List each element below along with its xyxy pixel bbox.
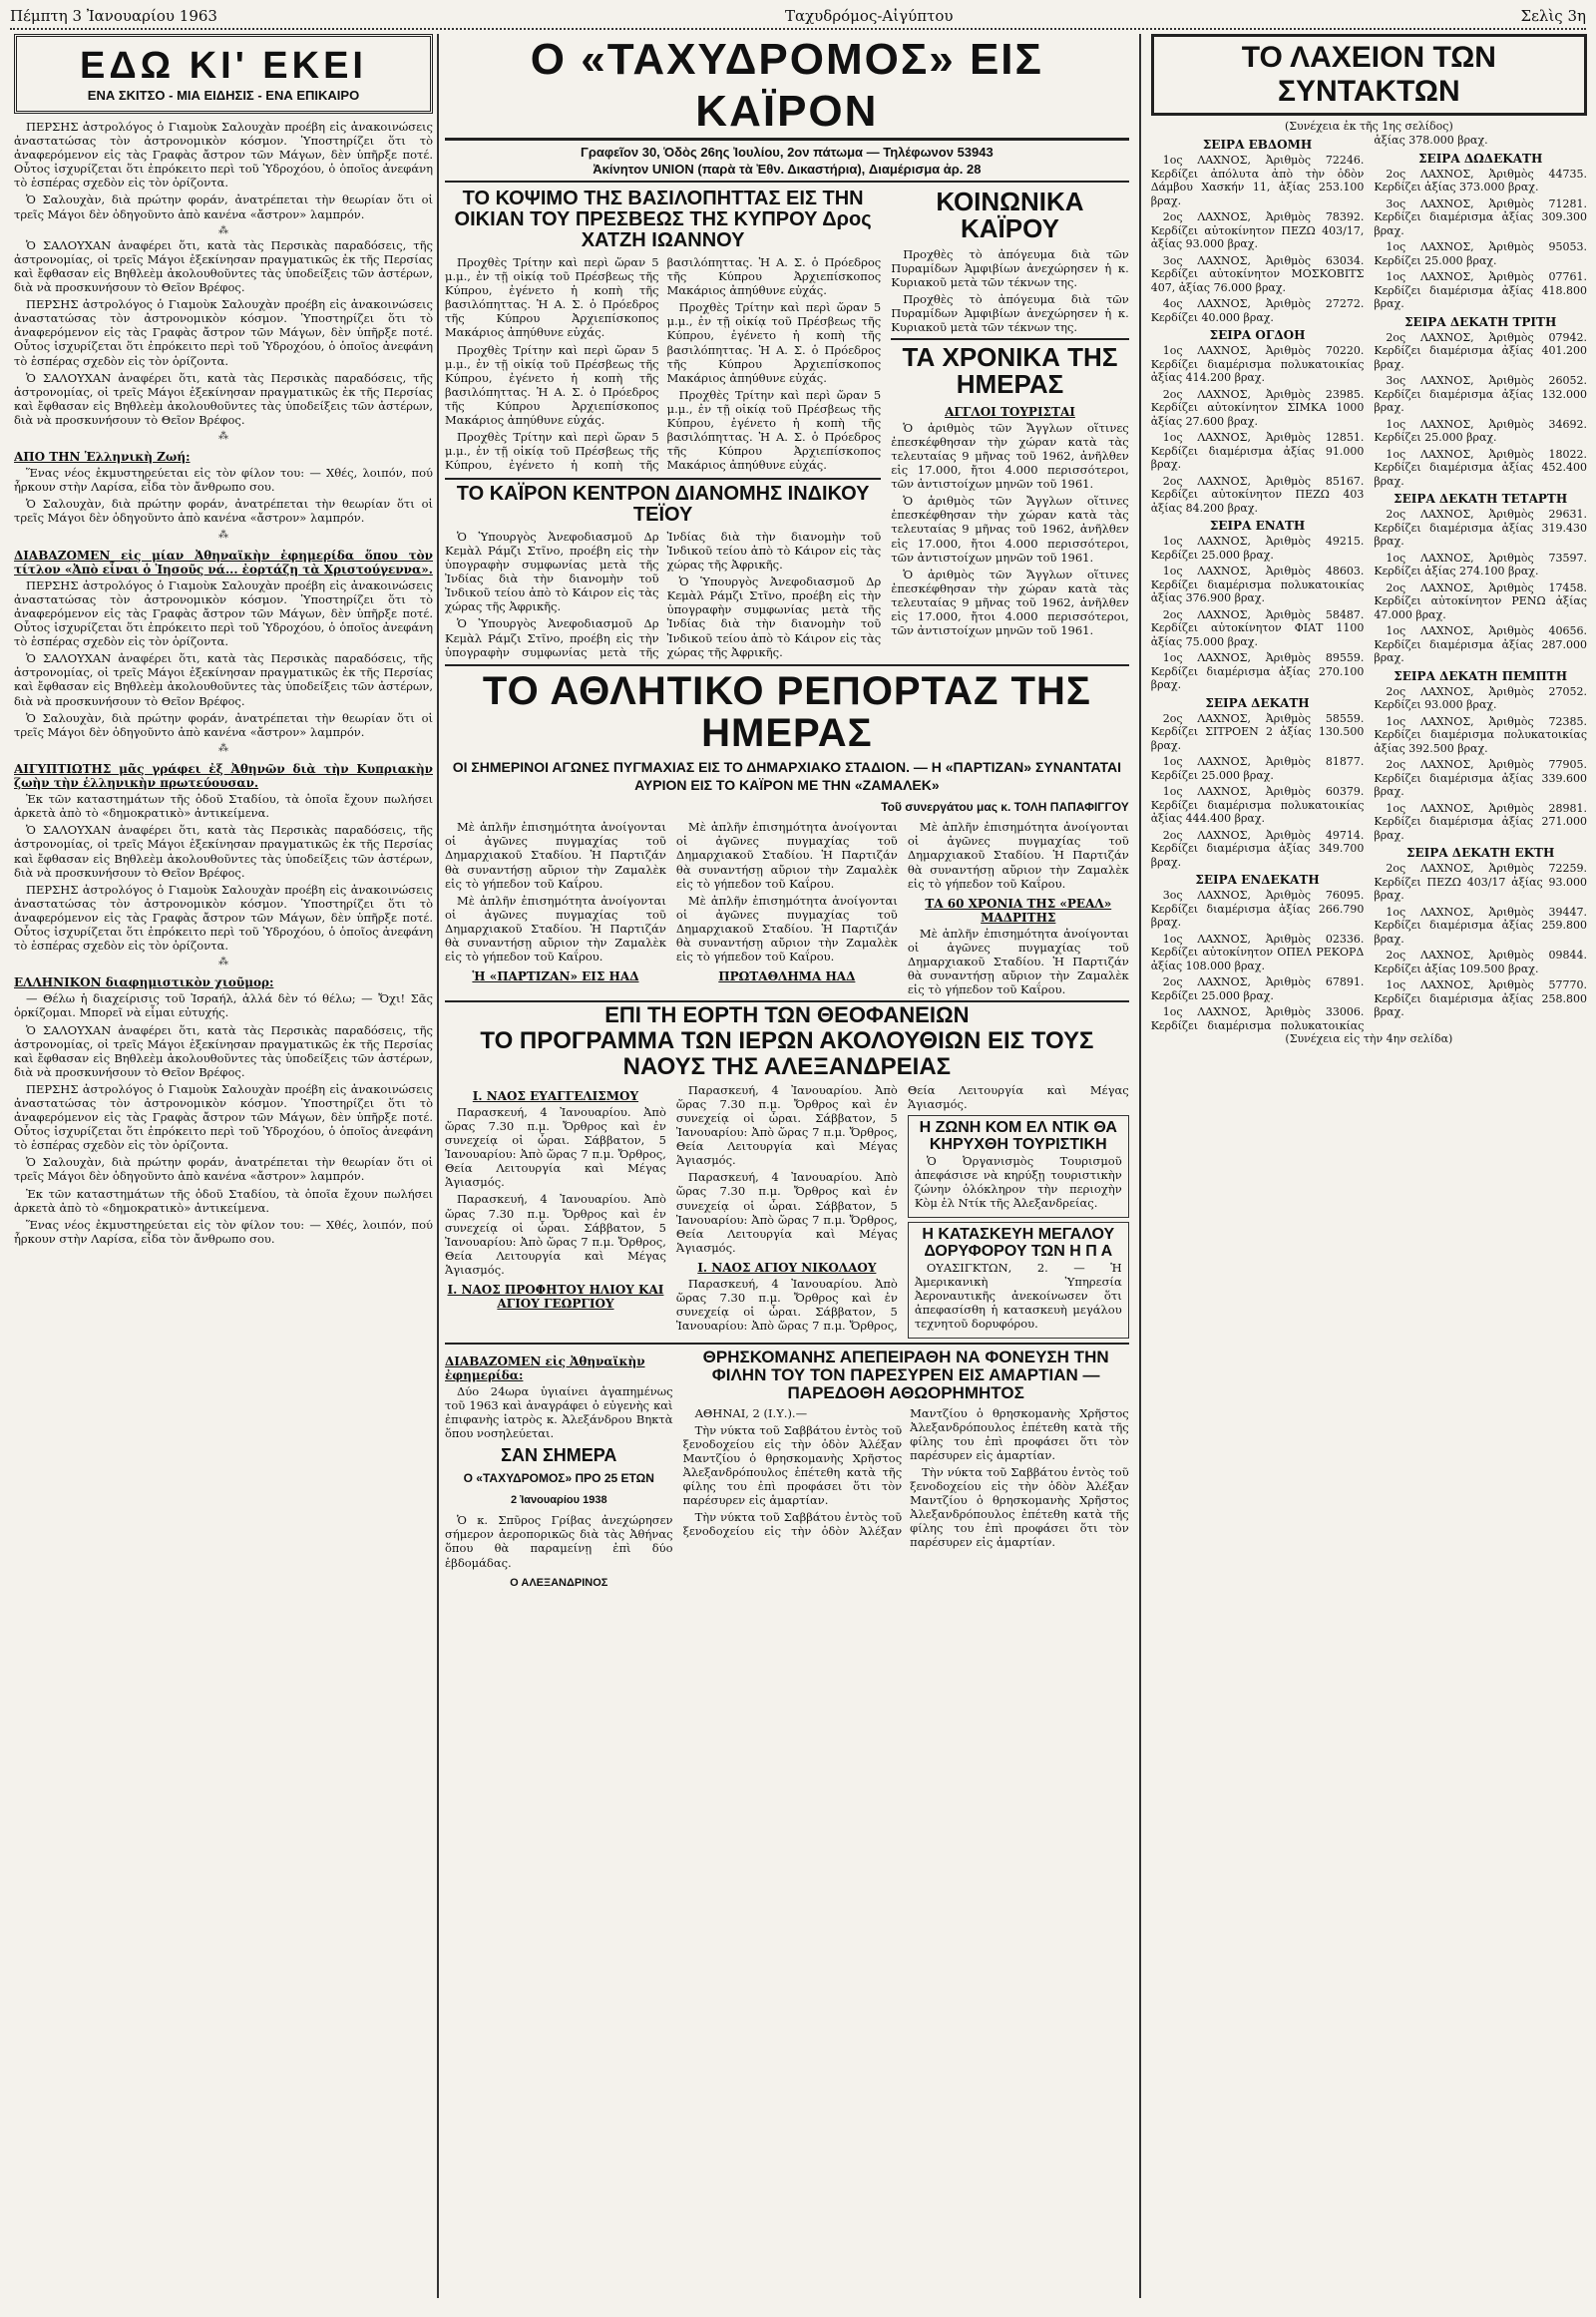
article-paragraph: Προχθὲς τὸ ἀπόγευμα διὰ τῶν Πυραμίδων Ἀμφιβίων ἀνεχώρησεν ἡ κ. Κυριακοῦ μετὰ τῶν τέκνων της. (891, 291, 1129, 335)
lottery-entry: 3ος ΛΑΧΝΟΣ, Ἀριθμὸς 63034. Κερδίζει αὐτοκίνητον ΜΟΣΚΟΒΙΤΣ 407, ἀξίας 76.000 βραχ. (1150, 253, 1365, 294)
theofania-kicker: ΕΠΙ ΤΗ ΕΟΡΤΗ ΤΩΝ ΘΕΟΦΑΝΕΙΩΝ (604, 1002, 970, 1028)
sidebar-header-box (14, 34, 433, 114)
separator-ornament: ⁂ (218, 529, 228, 541)
san-simera-sub: Ο «ΤΑΧΥΔΡΟΜΟΣ» ΠΡΟ 25 ΕΤΩΝ (463, 1471, 654, 1486)
article-paragraph: Παρασκευή, 4 Ἰανουαρίου. Ἀπὸ ὥρας 7.30 π.μ. Ὄρθρος καὶ ἐν συνεχείᾳ οἱ ὧραι. Σάββατον, 5 Ἰανουαρίου: Ἀπὸ ὥρας 7 π.μ. Ὄρθρος, Θεία Λειτουργία καὶ Μέγας Ἁγιασμός. (675, 1170, 898, 1255)
lottery-entry: 1ος ΛΑΧΝΟΣ, Ἀριθμὸς 72385. Κερδίζει διαμέρισμα πολυκατοικίας ἀξίας 392.500 βραχ. (1374, 714, 1587, 755)
san-simera-signature: Ο ΑΛΕΞΑΝΔΡΙΝΟΣ (510, 1576, 608, 1589)
masthead-building: Ἀκίνητον UNION (παρὰ τὰ Ἐθν. Δικαστήρια), Διαμέρισμα ἀρ. 28 (593, 162, 982, 177)
sport-body (445, 820, 1129, 996)
sidebar-paragraph: ΠΕΡΣΗΣ ἀστρολόγος ὁ Γιαμοὺκ Σαλουχὰν προέβη εἰς ἀνακοινώσεις ἀναστατώσας τὸν ἀστρονομικὸν κόσμον. Ὑποστηρίζει ὅτι τὸ ἀναφερόμενον εἰς τὰς Γραφὰς ἄστρον τῶν Μάγων, δὲν ὑπῆρξε ποτέ. Οὗτος ἰσχυρίζεται ὅτι ἐπρόκειτο περὶ τοῦ Ὑδροχόου, ὁ ὁποῖος ἀνεφάνη τὸ ἑσπέρας σχεδὸν εἰς τὸν ὁρίζοντα. (14, 1081, 433, 1153)
san-simera-title: ΣΑΝ ΣΗΜΕΡΑ (501, 1445, 617, 1466)
sidebar-column (14, 34, 433, 2298)
dorifor-article (908, 1222, 1129, 1339)
sidebar-paragraph: Ὁ Σαλουχὰν, διὰ πρώτην φοράν, ἀνατρέπεται τὴν θεωρίαν ὅτι οἱ τρεῖς Μάγοι δὲν ὁδηγοῦντο ἀπὸ κανένα «ἄστρον» λαμπρόν. (14, 497, 433, 526)
lottery-entry: 3ος ΛΑΧΝΟΣ, Ἀριθμὸς 26052. Κερδίζει διαμέρισμα ἀξίας 132.000 βραχ. (1374, 374, 1587, 415)
lottery-entry: 2ος ΛΑΧΝΟΣ, Ἀριθμὸς 78392. Κερδίζει αὐτοκίνητον ΠΕΖΩ 403/17, ἀξίας 93.000 βραχ. (1150, 210, 1365, 251)
lottery-entry: 2ος ΛΑΧΝΟΣ, Ἀριθμὸς 27052. Κερδίζει 93.000 βραχ. (1374, 684, 1587, 712)
sidebar-paragraph: Ὁ Σαλουχὰν, διὰ πρώτην φοράν, ἀνατρέπεται τὴν θεωρίαν ὅτι οἱ τρεῖς Μάγοι δὲν ὁδηγοῦντο ἀπὸ κανένα «ἄστρον» λαμπρόν. (14, 1155, 433, 1184)
article-paragraph: Ὁ ἀριθμὸς τῶν Ἄγγλων οἵτινες ἐπεσκέφθησαν τὴν χώραν κατὰ τὰς τελευταίας 9 μῆνας τοῦ 1962, ἀνῆλθεν εἰς 17.000, ἤτοι 4.000 περισσότεροι, τῶν ἀντιστοίχων μηνῶν τοῦ 1961. (891, 420, 1129, 492)
sidebar-paragraph: Ὁ ΣΑΛΟΥΧΑΝ ἀναφέρει ὅτι, κατὰ τὰς Περσικὰς παραδόσεις, τῆς ἀστρονομίας, οἱ τρεῖς Μάγοι ἐξεκίνησαν πραγματικῶς ἐκ τῆς Περσίας καὶ ἔφθασαν εἰς Βηθλεὲμ ἀκολουθοῦντες τὰς ὑποδείξεις τῶν ἀστέρων, διὰ νὰ προσκυνήσουν τὸ Θεῖον Βρέφος. (14, 237, 433, 295)
sidebar-subhead: ΔΙΑΒΑΖΟΜΕΝ εἰς μίαν Ἀθηναϊκὴν ἐφημερίδα ὅπου τὸν τίτλον «Ἀπὸ εἶναι ὁ Ἰησοῦς νά... ἐορτάζη τὰ Χριστούγεννα». (14, 548, 433, 577)
lottery-series-heading: ΣΕΙΡΑ ΟΓΔΟΗ (1209, 328, 1306, 343)
theofania-body (445, 1083, 1129, 1339)
lottery-entry: 1ος ΛΑΧΝΟΣ, Ἀριθμὸς 02336. Κερδίζει αὐτοκίνητον ΟΠΕΛ ΡΕΚΟΡΔ ἀξίας 108.000 βραχ. (1150, 932, 1365, 972)
lottery-entry: 3ος ΛΑΧΝΟΣ, Ἀριθμὸς 76095. Κερδίζει διαμέρισμα ἀξίας 266.790 βραχ. (1150, 889, 1365, 930)
article-paragraph: ΟΥΑΣΙΓΚΤΩΝ, 2. — Ἡ Ἀμερικανικὴ Ὑπηρεσία Ἀεροναυτικῆς ἀνεκοίνωσεν ὅτι ἀπεφασίσθη ἡ κατασκευὴ μεγάλου τεχνητοῦ δορυφόρου. (914, 1260, 1122, 1331)
article-paragraph: Παρασκευή, 4 Ἰανουαρίου. Ἀπὸ ὥρας 7.30 π.μ. Ὄρθρος καὶ ἐν συνεχείᾳ οἱ ὧραι. Σάββατον, 5 Ἰανουαρίου: Ἀπὸ ὥρας 7 π.μ. Ὄρθρος, Θεία Λειτουργία καὶ Μέγας Ἁγιασμός. (445, 1192, 666, 1277)
lottery-entry: 2ος ΛΑΧΝΟΣ, Ἀριθμὸς 72259. Κερδίζει ΠΕΖΩ 403/17 ἀξίας 93.000 βραχ. (1374, 862, 1587, 903)
sport-byline: Τοῦ συνεργάτου μας κ. ΤΟΛΗ ΠΑΠΑΦΙΓΓΟΥ (881, 800, 1129, 815)
lottery-series-heading: ΣΕΙΡΑ ΕΝΔΕΚΑΤΗ (1195, 873, 1320, 888)
column-rule (437, 34, 439, 2298)
thriskomanis-headline: ΘΡΗΣΚΟΜΑΝΗΣ ΑΠΕΠΕΙΡΑΘΗ ΝΑ ΦΟΝΕΥΣΗ ΤΗΝ ΦΙΛΗΝ ΤΟΥ ΤΟΝ ΠΑΡΕΣΥΡΕΝ ΕΙΣ ΑΜΑΡΤΙΑΝ — ΠΑΡΕΔΟΘΗ ΑΘΩΟΡΗΜΗΤΟΣ (702, 1347, 1109, 1402)
chronika-subhead: ΑΓΓΛΟΙ ΤΟΥΡΙΣΤΑΙ (945, 404, 1075, 419)
page-header (10, 4, 1586, 30)
article-paragraph: Μὲ ἀπλῆν ἐπισημότητα ἀνοίγονται οἱ ἀγῶνες πυγμαχίας τοῦ Δημαρχιακοῦ Σταδίου. Ἡ Παρτιζάν θὰ συναντήσῃ αὔριον τὴν Ζαμαλὲκ εἰς τὸ γήπεδον τοῦ Καΐρου. (907, 820, 1129, 891)
lottery-entry: 1ος ΛΑΧΝΟΣ, Ἀριθμὸς 57770. Κερδίζει διαμέρισμα ἀξίας 258.800 βραχ. (1374, 978, 1587, 1019)
sidebar-paragraph: ΠΕΡΣΗΣ ἀστρολόγος ὁ Γιαμοὺκ Σαλουχὰν προέβη εἰς ἀνακοινώσεις ἀναστατώσας τὸν ἀστρονομικὸν κόσμον. Ὑποστηρίζει ὅτι τὸ ἀναφερόμενον εἰς τὰς Γραφὰς ἄστρον τῶν Μάγων, δὲν ὑπῆρξε ποτέ. Οὗτος ἰσχυρίζεται ὅτι ἐπρόκειτο περὶ τοῦ Ὑδροχόου, ὁ ὁποῖος ἀνεφάνη τὸ ἑσπέρας σχεδὸν εἰς τὸν ὁρίζοντα. (14, 578, 433, 649)
masthead-address: Γραφεῖον 30, Ὁδὸς 26ης Ἰουλίου, 2ον πάτωμα — Τηλέφωνον 53943 (581, 145, 994, 160)
lottery-entry: 2ος ΛΑΧΝΟΣ, Ἀριθμὸς 77905. Κερδίζει διαμέρισμα ἀξίας 339.600 βραχ. (1374, 758, 1587, 799)
sidebar-paragraph: Ὁ ΣΑΛΟΥΧΑΝ ἀναφέρει ὅτι, κατὰ τὰς Περσικὰς παραδόσεις, τῆς ἀστρονομίας, οἱ τρεῖς Μάγοι ἐξεκίνησαν πραγματικῶς ἐκ τῆς Περσίας καὶ ἔφθασαν εἰς Βηθλεὲμ ἀκολουθοῦντες τὰς ὑποδείξεις τῶν ἀστέρων, διὰ νὰ προσκυνήσουν τὸ Θεῖον Βρέφος. (14, 651, 433, 708)
masthead-title: Ο «ΤΑΧΥΔΡΟΜΟΣ» ΕΙΣ ΚΑΪΡΟΝ (445, 34, 1129, 141)
sidebar-subhead: ΑΠΟ ΤΗΝ Ἑλληνικὴ Ζωή: (14, 450, 191, 465)
paper-name: Ταχυδρόμος-Αἰγύπτου (784, 7, 954, 25)
lottery-entry: 2ος ΛΑΧΝΟΣ, Ἀριθμὸς 44735. Κερδίζει ἀξίας 373.000 βραχ. (1374, 167, 1587, 194)
article-paragraph: Ὁ Ὑπουργὸς Ἀνεφοδιασμοῦ Δρ Κεμὰλ Ράμζι Στῖνο, προέβη εἰς τὴν ὑπογραφὴν συμφωνίας μετὰ τῆς Ἰνδίας διὰ τὴν διανομὴν τοῦ Ἰνδικοῦ τείου ἀπὸ τὸ Κάιρον εἰς τὰς χώρας τῆς Ἀφρικῆς. (445, 529, 882, 659)
sidebar-paragraph: Ὁ ΣΑΛΟΥΧΑΝ ἀναφέρει ὅτι, κατὰ τὰς Περσικὰς παραδόσεις, τῆς ἀστρονομίας, οἱ τρεῖς Μάγοι ἐξεκίνησαν πραγματικῶς ἐκ τῆς Περσίας καὶ ἔφθασαν εἰς Βηθλεὲμ ἀκολουθοῦντες τὰς ὑποδείξεις τῶν ἀστέρων, διὰ νὰ προσκυνήσουν τὸ Θεῖον Βρέφος. (14, 370, 433, 427)
sidebar-paragraph: Ὁ Σαλουχὰν, διὰ πρώτην φοράν, ἀνατρέπεται τὴν θεωρίαν ὅτι οἱ τρεῖς Μάγοι δὲν ὁδηγοῦντο ἀπὸ κανένα «ἄστρον» λαμπρόν. (14, 710, 433, 739)
article-paragraph: Παρασκευή, 4 Ἰανουαρίου. Ἀπὸ ὥρας 7.30 π.μ. Ὄρθρος καὶ ἐν συνεχείᾳ οἱ ὧραι. Σάββατον, 5 Ἰανουαρίου: Ἀπὸ ὥρας 7 π.μ. Ὄρθρος, Θεία Λειτουργία καὶ Μέγας Ἁγιασμός. (675, 1082, 898, 1168)
masthead-info (445, 141, 1129, 183)
zoni-headline: Η ΖΩΝΗ ΚΟΜ ΕΛ ΝΤΙΚ ΘΑ ΚΗΡΥΧΘΗ ΤΟΥΡΙΣΤΙΚΗ (919, 1118, 1117, 1153)
sidebar-subhead: ΑΙΓΥΠΤΙΩΤΗΣ μᾶς γράφει ἐξ Ἀθηνῶν διὰ τὴν Κυπριακὴν ζωὴν τὴν ἑλληνικὴν πρωτεύουσαν. (14, 761, 433, 791)
san-simera-box (445, 1349, 673, 1596)
lottery-entry: 1ος ΛΑΧΝΟΣ, Ἀριθμὸς 89559. Κερδίζει διαμέρισμα ἀξίας 270.100 βραχ. (1150, 651, 1365, 692)
sidebar-subhead: ΕΛΛΗΝΙΚΟΝ διαφημιστικὸν χιοῦμορ: (14, 975, 274, 990)
sidebar-paragraph: Ὁ ΣΑΛΟΥΧΑΝ ἀναφέρει ὅτι, κατὰ τὰς Περσικὰς παραδόσεις, τῆς ἀστρονομίας, οἱ τρεῖς Μάγοι ἐξεκίνησαν πραγματικῶς ἐκ τῆς Περσίας καὶ ἔφθασαν εἰς Βηθλεὲμ ἀκολουθοῦντες τὰς ὑποδείξεις τῶν ἀστέρων, διὰ νὰ προσκυνήσουν τὸ Θεῖον Βρέφος. (14, 1022, 433, 1079)
article-paragraph: Μὲ ἀπλῆν ἐπισημότητα ἀνοίγονται οἱ ἀγῶνες πυγμαχίας τοῦ Δημαρχιακοῦ Σταδίου. Ἡ Παρτιζάν θὰ συναντήσῃ αὔριον τὴν Ζαμαλὲκ εἰς τὸ γήπεδον τοῦ Καΐρου. (675, 893, 898, 965)
sidebar-paragraph: Ὁ Σαλουχὰν, διὰ πρώτην φοράν, ἀνατρέπεται τὴν θεωρίαν ὅτι οἱ τρεῖς Μάγοι δὲν ὁδηγοῦντο ἀπὸ κανένα «ἄστρον» λαμπρόν. (14, 193, 433, 221)
lottery-entry: 1ος ΛΑΧΝΟΣ, Ἀριθμὸς 12851. Κερδίζει διαμέρισμα ἀξίας 91.000 βραχ. (1150, 431, 1365, 472)
lottery-entry: 1ος ΛΑΧΝΟΣ, Ἀριθμὸς 28981. Κερδίζει διαμέρισμα ἀξίας 271.000 βραχ. (1374, 801, 1587, 842)
lottery-entry: 2ος ΛΑΧΝΟΣ, Ἀριθμὸς 85167. Κερδίζει αὐτοκίνητον ΠΕΖΩ 403 ἀξίας 84.200 βραχ. (1150, 474, 1365, 515)
lottery-entry: 1ος ΛΑΧΝΟΣ, Ἀριθμὸς 70220. Κερδίζει διαμέρισμα πολυκατοικίας ἀξίας 414.200 βραχ. (1150, 344, 1365, 385)
center-block (445, 34, 1129, 2298)
church-name: Ι. ΝΑΟΣ ΠΡΟΦΗΤΟΥ ΗΛΙΟΥ ΚΑΙ ΑΓΙΟΥ ΓΕΩΡΓΙΟΥ (447, 1282, 664, 1312)
lottery-series-heading: ΣΕΙΡΑ ΔΕΚΑΤΗ ΠΕΜΠΤΗ (1394, 668, 1568, 683)
article-paragraph: Ὁ Ὑπουργὸς Ἀνεφοδιασμοῦ Δρ Κεμὰλ Ράμζι Στῖνο, προέβη εἰς τὴν ὑπογραφὴν συμφωνίας μετὰ τῆς Ἰνδίας διὰ τὴν διανομὴν τοῦ Ἰνδικοῦ τείου ἀπὸ τὸ Κάιρον εἰς τὰς χώρας τῆς Ἀφρικῆς. (445, 529, 659, 614)
san-simera-date: 2 Ἰανουαρίου 1938 (510, 1494, 607, 1507)
lottery-entry: 1ος ΛΑΧΝΟΣ, Ἀριθμὸς 81877. Κερδίζει 25.000 βραχ. (1150, 755, 1365, 782)
sport-subhead: ΤΑ 60 ΧΡΟΝΙΑ ΤΗΣ «ΡΕΑΛ» ΜΑΔΡΙΤΗΣ (925, 896, 1112, 925)
lottery-entry: 1ος ΛΑΧΝΟΣ, Ἀριθμὸς 18022. Κερδίζει διαμέρισμα ἀξίας 452.400 βραχ. (1374, 447, 1587, 488)
article-paragraph: Δύο 24ωρα ὑγιαίνει ἀγαπημένως τοῦ 1963 καὶ ἀναγράφει ὁ εὐγενὴς καὶ ἐπιφανὴς ἰατρὸς κ. Ἀλεξάνδρου Βηκτὰ ὅπου νοσηλεύεται. (445, 1383, 673, 1441)
sidebar-paragraph: Ἐκ τῶν καταστημάτων τῆς ὁδοῦ Σταδίου, τὰ ὁποῖα ἔχουν πωλήσει ἀρκετὰ ἀπὸ τὸ «δημοκρατικὸ» ἀντικείμενα. (14, 1186, 433, 1215)
article-paragraph: Μὲ ἀπλῆν ἐπισημότητα ἀνοίγονται οἱ ἀγῶνες πυγμαχίας τοῦ Δημαρχιακοῦ Σταδίου. Ἡ Παρτιζάν θὰ συναντήσῃ αὔριον τὴν Ζαμαλὲκ εἰς τὸ γήπεδον τοῦ Καΐρου. (907, 926, 1129, 997)
lottery-entry: 1ος ΛΑΧΝΟΣ, Ἀριθμὸς 39447. Κερδίζει διαμέρισμα ἀξίας 259.800 βραχ. (1374, 905, 1587, 946)
lottery-entry: 1ος ΛΑΧΝΟΣ, Ἀριθμὸς 60379. Κερδίζει διαμέρισμα πολυκατοικίας ἀξίας 444.400 βραχ. (1150, 785, 1365, 826)
lottery-entry: 2ος ΛΑΧΝΟΣ, Ἀριθμὸς 29631. Κερδίζει διαμέρισμα ἀξίας 319.430 βραχ. (1374, 508, 1587, 549)
sport-headline: ΤΟ ΑΘΛΗΤΙΚΟ ΡΕΠΟΡΤΑΖ ΤΗΣ ΗΜΕΡΑΣ (482, 669, 1091, 756)
lottery-entry: 1ος ΛΑΧΝΟΣ, Ἀριθμὸς 48603. Κερδίζει διαμέρισμα πολυκατοικίας ἀξίας 376.900 βραχ. (1150, 565, 1365, 605)
lottery-series-heading: ΣΕΙΡΑ ΕΒΔΟΜΗ (1202, 138, 1313, 153)
theofania-headline: ΤΟ ΠΡΟΓΡΑΜΜΑ ΤΩΝ ΙΕΡΩΝ ΑΚΟΛΟΥΘΙΩΝ ΕΙΣ ΤΟΥΣ ΝΑΟΥΣ ΤΗΣ ΑΛΕΞΑΝΔΡΕΙΑΣ (480, 1027, 1094, 1080)
article-paragraph: Ὁ ἀριθμὸς τῶν Ἄγγλων οἵτινες ἐπεσκέφθησαν τὴν χώραν κατὰ τὰς τελευταίας 9 μῆνας τοῦ 1962, ἀνῆλθεν εἰς 17.000, ἤτοι 4.000 περισσότεροι, τῶν ἀντιστοίχων μηνῶν τοῦ 1961. (891, 494, 1129, 565)
lottery-entry: 4ος ΛΑΧΝΟΣ, Ἀριθμὸς 27272. Κερδίζει 40.000 βραχ. (1150, 297, 1365, 324)
lottery-entry: 1ος ΛΑΧΝΟΣ, Ἀριθμὸς 72246. Κερδίζει ἀπόλυτα ἀπὸ τὴν ὁδὸν Δάμβου Χασκήν 11, ἀξίας 253.100 βραχ. (1150, 154, 1365, 207)
sidebar-paragraph: ΠΕΡΣΗΣ ἀστρολόγος ὁ Γιαμοὺκ Σαλουχὰν προέβη εἰς ἀνακοινώσεις ἀναστατώσας τὸν ἀστρονομικὸν κόσμον. Ὑποστηρίζει ὅτι τὸ ἀναφερόμενον εἰς τὰς Γραφὰς ἄστρον τῶν Μάγων, δὲν ὑπῆρξε ποτέ. Οὗτος ἰσχυρίζεται ὅτι ἐπρόκειτο περὶ τοῦ Ὑδροχόου, ὁ ὁποῖος ἀνεφάνη τὸ ἑσπέρας σχεδὸν εἰς τὸν ὁρίζοντα. (14, 882, 433, 954)
lottery-entry: 1ος ΛΑΧΝΟΣ, Ἀριθμὸς 95053. Κερδίζει 25.000 βραχ. (1374, 240, 1587, 267)
sidebar-paragraph: ΠΕΡΣΗΣ ἀστρολόγος ὁ Γιαμοὺκ Σαλουχὰν προέβη εἰς ἀνακοινώσεις ἀναστατώσας τὸν ἀστρονομικὸν κόσμον. Ὑποστηρίζει ὅτι τὸ ἀναφερόμενον εἰς τὰς Γραφὰς ἄστρον τῶν Μάγων, δὲν ὑπῆρξε ποτέ. Οὗτος ἰσχυρίζεται ὅτι ἐπρόκειτο περὶ τοῦ Ὑδροχόου, ὁ ὁποῖος ἀνεφάνη τὸ ἑσπέρας σχεδὸν εἰς τὸν ὁρίζοντα. (14, 120, 433, 191)
sidebar-paragraph: Ἕνας νέος ἐκμυστηρεύεται εἰς τὸν φίλον του: — Χθές, λοιπόν, πού ἧρκουν στὴν Λαρίσα, εἶδα τὸν ἄνθρωπο σου. (14, 466, 433, 495)
basilopita-headline: ΤΟ ΚΟΨΙΜΟ ΤΗΣ ΒΑΣΙΛΟΠΗΤΤΑΣ ΕΙΣ ΤΗΝ ΟΙΚΙΑΝ ΤΟΥ ΠΡΕΣΒΕΩΣ ΤΗΣ ΚΥΠΡΟΥ Δρος ΧΑΤΖΗ ΙΩΑΝΝΟΥ (454, 188, 872, 251)
issue-date: Πέμπτη 3 Ἰανουαρίου 1963 (10, 7, 217, 25)
article-paragraph: Ὁ Ὀργανισμὸς Τουρισμοῦ ἀπεφάσισε νὰ κηρύξῃ τουριστικὴν ζώνην ὁλόκληρον τὴν περιοχὴν Κὸμ ἐλ Ντίκ τῆς Ἀλεξανδρείας. (914, 1153, 1122, 1210)
basilopita-article (445, 189, 881, 660)
lottery-entry: 3ος ΛΑΧΝΟΣ, Ἀριθμὸς 71281. Κερδίζει διαμέρισμα ἀξίας 309.300 βραχ. (1374, 196, 1587, 237)
lottery-series-heading: ΣΕΙΡΑ ΕΝΑΤΗ (1209, 519, 1306, 534)
sport-deck: ΟΙ ΣΗΜΕΡΙΝΟΙ ΑΓΩΝΕΣ ΠΥΓΜΑΧΙΑΣ ΕΙΣ ΤΟ ΔΗΜΑΡΧΙΑΚΟ ΣΤΑΔΙΟΝ. — Η «ΠΑΡΤΙΖΑΝ» ΣΥΝΑΝΤΑΤΑΙ ΑΥΡΙΟΝ ΕΙΣ ΤΟ ΚΑΪΡΟΝ ΜΕ ΤΗΝ «ΖΑΜΑΛΕΚ» (452, 759, 1122, 794)
lottery-series-heading: ΣΕΙΡΑ ΔΩΔΕΚΑΤΗ (1418, 151, 1543, 166)
chronika-headline: ΤΑ ΧΡΟΝΙΚΑ ΤΗΣ ΗΜΕΡΑΣ (902, 342, 1118, 400)
church-name: Ι. ΝΑΟΣ ΕΥΑΓΓΕΛΙΣΜΟΥ (472, 1088, 639, 1103)
lottery-entry: 1ος ΛΑΧΝΟΣ, Ἀριθμὸς 34692. Κερδίζει 25.000 βραχ. (1374, 417, 1587, 445)
church-name: Ι. ΝΑΟΣ ΑΓΙΟΥ ΝΙΚΟΛΑΟΥ (697, 1260, 877, 1275)
article-paragraph: Τὴν νύκτα τοῦ Σαββάτου ἐντὸς τοῦ ξενοδοχείου εἰς τὴν ὁδὸν Ἀλέξαν Μαντζίου ὁ θρησκομανὴς Χρῆστος Ἀλεξανδρόπουλος ἐπέτεθη κατὰ τῆς φίλης του ἐπὶ προφάσει ὅτι τὸν παρέσυρεν εἰς ἁμαρτίαν. (910, 1464, 1129, 1550)
lottery-entry: 1ος ΛΑΧΝΟΣ, Ἀριθμὸς 07761. Κερδίζει διαμέρισμα ἀξίας 418.800 βραχ. (1374, 270, 1587, 311)
lottery-entry: 2ος ΛΑΧΝΟΣ, Ἀριθμὸς 17458. Κερδίζει αὐτοκίνητον ΡΕΝΩ ἀξίας 47.000 βραχ. (1374, 580, 1587, 621)
lottery-continued: (Συνέχεια ἐκ τῆς 1ης σελίδος) (1284, 120, 1453, 133)
article-paragraph: Μὲ ἀπλῆν ἐπισημότητα ἀνοίγονται οἱ ἀγῶνες πυγμαχίας τοῦ Δημαρχιακοῦ Σταδίου. Ἡ Παρτιζάν θὰ συναντήσῃ αὔριον τὴν Ζαμαλὲκ εἰς τὸ γήπεδον τοῦ Καΐρου. (445, 893, 666, 965)
lottery-series-heading: ΣΕΙΡΑ ΔΕΚΑΤΗ ΤΡΙΤΗ (1404, 314, 1557, 329)
sport-subhead: ΠΡΩΤΑΘΛΗΜΑ ΗΑΔ (718, 969, 856, 984)
sidebar-paragraph: — Θέλω ἡ διαχείρισις τοῦ Ἰσραήλ, ἀλλά δὲν τό θέλω; — Ὄχι! Σᾶς ὁρκίζομαι. Μπορεῖ νὰ εἶμαι εὐτυχής. (14, 991, 433, 1020)
article-paragraph: Τὴν νύκτα τοῦ Σαββάτου ἐντὸς τοῦ ξενοδοχείου εἰς τὴν ὁδὸν Ἀλέξαν Μαντζίου ὁ θρησκομανὴς Χρῆστος Ἀλεξανδρόπουλος ἐπέτεθη κατὰ τῆς φίλης του ἐπὶ προφάσει ὅτι τὸν παρέσυρεν εἰς ἁμαρτίαν. (682, 1405, 1129, 1539)
article-paragraph: Ὁ Ὑπουργὸς Ἀνεφοδιασμοῦ Δρ Κεμὰλ Ράμζι Στῖνο, προέβη εἰς τὴν ὑπογραφὴν συμφωνίας μετὰ τῆς Ἰνδίας διὰ τὴν διανομὴν τοῦ Ἰνδικοῦ τείου ἀπὸ τὸ Κάιρον εἰς τὰς χώρας τῆς Ἀφρικῆς. (666, 575, 882, 659)
article-paragraph: Προχθὲς τὸ ἀπόγευμα διὰ τῶν Πυραμίδων Ἀμφιβίων ἀνεχώρησεν ἡ κ. Κυριακοῦ μετὰ τῶν τέκνων της. (891, 246, 1129, 289)
lottery-entry: 1ος ΛΑΧΝΟΣ, Ἀριθμὸς 73597. Κερδίζει ἀξίας 274.100 βραχ. (1374, 551, 1587, 579)
lottery-entry: 2ος ΛΑΧΝΟΣ, Ἀριθμὸς 07942. Κερδίζει διαμέρισμα ἀξίας 401.200 βραχ. (1374, 330, 1587, 371)
koinonika-column (891, 189, 1129, 660)
sidebar-text (14, 120, 433, 1246)
lottery-entry: 2ος ΛΑΧΝΟΣ, Ἀριθμὸς 09844. Κερδίζει ἀξίας 109.500 βραχ. (1374, 949, 1587, 975)
article-paragraph: Παρασκευή, 4 Ἰανουαρίου. Ἀπὸ ὥρας 7.30 π.μ. Ὄρθρος καὶ ἐν συνεχείᾳ οἱ ὧραι. Σάββατον, 5 Ἰανουαρίου: Ἀπὸ ὥρας 7 π.μ. Ὄρθρος, Θεία Λειτουργία καὶ Μέγας Ἁγιασμός. (675, 1082, 1129, 1334)
article-paragraph: Προχθὲς Τρίτην καὶ περὶ ὥραν 5 μ.μ., ἐν τῇ οἰκίᾳ τοῦ Πρέσβεως τῆς Κύπρου, ἐγένετο ἡ κοπὴ τῆς βασιλόπηττας. Ἡ Α. Σ. ὁ Πρόεδρος τῆς Κύπρου Ἀρχιεπίσκοπος Μακάριος ἀπηύθυνε εὐχάς. (445, 255, 882, 473)
article-paragraph: Προχθὲς Τρίτην καὶ περὶ ὥραν 5 μ.μ., ἐν τῇ οἰκίᾳ τοῦ Πρέσβεως τῆς Κύπρου, ἐγένετο ἡ κοπὴ τῆς βασιλόπηττας. Ἡ Α. Σ. ὁ Πρόεδρος τῆς Κύπρου Ἀρχιεπίσκοπος Μακάριος ἀπηύθυνε εὐχάς. (445, 255, 659, 340)
article-paragraph: Τὴν νύκτα τοῦ Σαββάτου ἐντὸς τοῦ ξενοδοχείου εἰς τὴν ὁδὸν Ἀλέξαν Μαντζίου ὁ θρησκομανὴς Χρῆστος Ἀλεξανδρόπουλος ἐπέτεθη κατὰ τῆς φίλης του ἐπὶ προφάσει ὅτι τὸν παρέσυρεν εἰς ἁμαρτίαν. (682, 1422, 903, 1508)
article-paragraph: Προχθὲς Τρίτην καὶ περὶ ὥραν 5 μ.μ., ἐν τῇ οἰκίᾳ τοῦ Πρέσβεως τῆς Κύπρου, ἐγένετο ἡ κοπὴ τῆς βασιλόπηττας. Ἡ Α. Σ. ὁ Πρόεδρος τῆς Κύπρου Ἀρχιεπίσκοπος Μακάριος ἀπηύθυνε εὐχάς. (445, 342, 659, 428)
lottery-series-heading: ΣΕΙΡΑ ΔΕΚΑΤΗ (1205, 695, 1310, 710)
page-number: Σελὶς 3η (1520, 7, 1586, 25)
lottery-entry: 2ος ΛΑΧΝΟΣ, Ἀριθμὸς 58487. Κερδίζει αὐτοκίνητον ΦΙΑΤ 1100 ἀξίας 75.000 βραχ. (1150, 607, 1365, 648)
sidebar-paragraph: ΠΕΡΣΗΣ ἀστρολόγος ὁ Γιαμοὺκ Σαλουχὰν προέβη εἰς ἀνακοινώσεις ἀναστατώσας τὸν ἀστρονομικὸν κόσμον. Ὑποστηρίζει ὅτι τὸ ἀναφερόμενον εἰς τὰς Γραφὰς ἄστρον τῶν Μάγων, δὲν ὑπῆρξε ποτέ. Οὗτος ἰσχυρίζεται ὅτι ἐπρόκειτο περὶ τοῦ Ὑδροχόου, ὁ ὁποῖος ἀνεφάνη τὸ ἑσπέρας σχεδὸν εἰς τὸν ὁρίζοντα. (14, 297, 433, 368)
lottery-series-heading: ΣΕΙΡΑ ΔΕΚΑΤΗ ΕΚΤΗ (1406, 846, 1555, 861)
lottery-column (1151, 34, 1587, 2298)
sidebar-paragraph: Ἕνας νέος ἐκμυστηρεύεται εἰς τὸν φίλον του: — Χθές, λοιπόν, πού ἧρκουν στὴν Λαρίσα, εἶδα τὸν ἄνθρωπο σου. (14, 1217, 433, 1246)
article-paragraph: Μὲ ἀπλῆν ἐπισημότητα ἀνοίγονται οἱ ἀγῶνες πυγμαχίας τοῦ Δημαρχιακοῦ Σταδίου. Ἡ Παρτιζάν θὰ συναντήσῃ αὔριον τὴν Ζαμαλὲκ εἰς τὸ γήπεδον τοῦ Καΐρου. (445, 820, 666, 891)
kentron-headline: ΤΟ ΚΑΪΡΟΝ ΚΕΝΤΡΟΝ ΔΙΑΝΟΜΗΣ ΙΝΔΙΚΟΥ ΤΕΪΟΥ (456, 482, 870, 526)
lottery-entry: 2ος ΛΑΧΝΟΣ, Ἀριθμὸς 67891. Κερδίζει 25.000 βραχ. (1150, 975, 1365, 1002)
lottery-entry: 1ος ΛΑΧΝΟΣ, Ἀριθμὸς 49215. Κερδίζει 25.000 βραχ. (1150, 535, 1365, 562)
sidebar-paragraph: Ὁ ΣΑΛΟΥΧΑΝ ἀναφέρει ὅτι, κατὰ τὰς Περσικὰς παραδόσεις, τῆς ἀστρονομίας, οἱ τρεῖς Μάγοι ἐξεκίνησαν πραγματικῶς ἐκ τῆς Περσίας καὶ ἔφθασαν εἰς Βηθλεὲμ ἀκολουθοῦντες τὰς ὑποδείξεις τῶν ἀστέρων, διὰ νὰ προσκυνήσουν τὸ Θεῖον Βρέφος. (14, 823, 433, 880)
separator-ornament: ⁂ (218, 957, 228, 968)
lottery-end: (Συνέχεια εἰς τὴν 4ην σελίδα) (1285, 1032, 1453, 1046)
diabazomen-subhead: ΔΙΑΒΑΖΟΜΕΝ εἰς Ἀθηναϊκὴν ἐφημερίδα: (445, 1353, 645, 1382)
main-area (445, 34, 1587, 2298)
separator-ornament: ⁂ (218, 430, 228, 442)
article-paragraph: Προχθὲς Τρίτην καὶ περὶ ὥραν 5 μ.μ., ἐν τῇ οἰκίᾳ τοῦ Πρέσβεως τῆς Κύπρου, ἐγένετο ἡ κοπὴ τῆς βασιλόπηττας. Ἡ Α. Σ. ὁ Πρόεδρος τῆς Κύπρου Ἀρχιεπίσκοπος Μακάριος ἀπηύθυνε εὐχάς. (666, 387, 882, 473)
lottery-entry: 2ος ΛΑΧΝΟΣ, Ἀριθμὸς 49714. Κερδίζει διαμέρισμα ἀξίας 349.700 βραχ. (1150, 828, 1365, 869)
lottery-series-heading: ΣΕΙΡΑ ΔΕΚΑΤΗ ΤΕΤΑΡΤΗ (1394, 492, 1568, 507)
separator-ornament: ⁂ (218, 742, 228, 754)
koinonika-headline: ΚΟΙΝΩΝΙΚΑ ΚΑΪΡΟΥ (936, 187, 1084, 244)
article-dateline: ΑΘΗΝΑΙ, 2 (Ι.Υ.).— (694, 1405, 808, 1420)
article-paragraph: Μὲ ἀπλῆν ἐπισημότητα ἀνοίγονται οἱ ἀγῶνες πυγμαχίας τοῦ Δημαρχιακοῦ Σταδίου. Ἡ Παρτιζάν θὰ συναντήσῃ αὔριον τὴν Ζαμαλὲκ εἰς τὸ γήπεδον τοῦ Καΐρου. (675, 820, 898, 891)
lottery-entry: 1ος ΛΑΧΝΟΣ, Ἀριθμὸς 33006. Κερδίζει διαμέρισμα πολυκατοικίας ἀξίας 378.000 βραχ. (1150, 134, 1488, 1032)
sidebar-subtitle: ΕΝΑ ΣΚΙΤΣΟ - ΜΙΑ ΕΙΔΗΣΙΣ - ΕΝΑ ΕΠΙΚΑΙΡΟ (87, 88, 360, 103)
lottery-list (1151, 134, 1587, 1032)
sport-subhead: Ἡ «ΠΑΡΤΙΖΑΝ» ΕΙΣ ΗΑΔ (472, 969, 639, 984)
article-paragraph: Ὁ κ. Σπῦρος Γρίβας ἀνεχώρησεν σήμερον ἀεροπορικῶς διὰ τὰς Ἀθήνας ὅπου θὰ παραμείνῃ ἐπὶ δύο ἑβδομάδας. (445, 1513, 673, 1570)
lottery-entry: 1ος ΛΑΧΝΟΣ, Ἀριθμὸς 40656. Κερδίζει διαμέρισμα ἀξίας 287.000 βραχ. (1374, 624, 1587, 665)
article-paragraph: Ὁ ἀριθμὸς τῶν Ἄγγλων οἵτινες ἐπεσκέφθησαν τὴν χώραν κατὰ τὰς τελευταίας 9 μῆνας τοῦ 1962, ἀνῆλθεν εἰς 17.000, ἤτοι 4.000 περισσότεροι, τῶν ἀντιστοίχων μηνῶν τοῦ 1961. (891, 567, 1129, 638)
article-paragraph: Παρασκευή, 4 Ἰανουαρίου. Ἀπὸ ὥρας 7.30 π.μ. Ὄρθρος καὶ ἐν συνεχείᾳ οἱ ὧραι. Σάββατον, 5 Ἰανουαρίου: Ἀπὸ ὥρας 7 π.μ. Ὄρθρος, Θεία Λειτουργία καὶ Μέγας Ἁγιασμός. (445, 1104, 666, 1190)
sidebar-paragraph: Ἐκ τῶν καταστημάτων τῆς ὁδοῦ Σταδίου, τὰ ὁποῖα ἔχουν πωλήσει ἀρκετὰ ἀπὸ τὸ «δημοκρατικὸ» ἀντικείμενα. (14, 792, 433, 821)
column-rule (1139, 34, 1141, 2298)
article-paragraph: Προχθὲς Τρίτην καὶ περὶ ὥραν 5 μ.μ., ἐν τῇ οἰκίᾳ τοῦ Πρέσβεως τῆς Κύπρου, ἐγένετο ἡ κοπὴ τῆς βασιλόπηττας. Ἡ Α. Σ. ὁ Πρόεδρος τῆς Κύπρου Ἀρχιεπίσκοπος Μακάριος ἀπηύθυνε εὐχάς. (666, 300, 882, 385)
lottery-entry: 2ος ΛΑΧΝΟΣ, Ἀριθμὸς 23985. Κερδίζει αὐτοκίνητον ΣΙΜΚΑ 1000 ἀξίας 27.600 βραχ. (1150, 387, 1365, 428)
zoni-article (908, 1115, 1129, 1218)
dorifor-headline: Η ΚΑΤΑΣΚΕΥΗ ΜΕΓΑΛΟΥ ΔΟΡΥΦΟΡΟΥ ΤΩΝ Η Π Α (922, 1225, 1115, 1260)
lottery-title: ΤΟ ΛΑΧΕΙΟΝ ΤΩΝ ΣΥΝΤΑΚΤΩΝ (1151, 34, 1587, 116)
separator-ornament: ⁂ (218, 224, 228, 236)
sidebar-title: ΕΔΩ ΚΙ' ΕΚΕΙ (80, 45, 367, 87)
thriskomanis-article (683, 1349, 1129, 1596)
lottery-entry: 2ος ΛΑΧΝΟΣ, Ἀριθμὸς 58559. Κερδίζει ΣΙΤΡΟΕΝ 2 ἀξίας 130.500 βραχ. (1150, 711, 1365, 752)
